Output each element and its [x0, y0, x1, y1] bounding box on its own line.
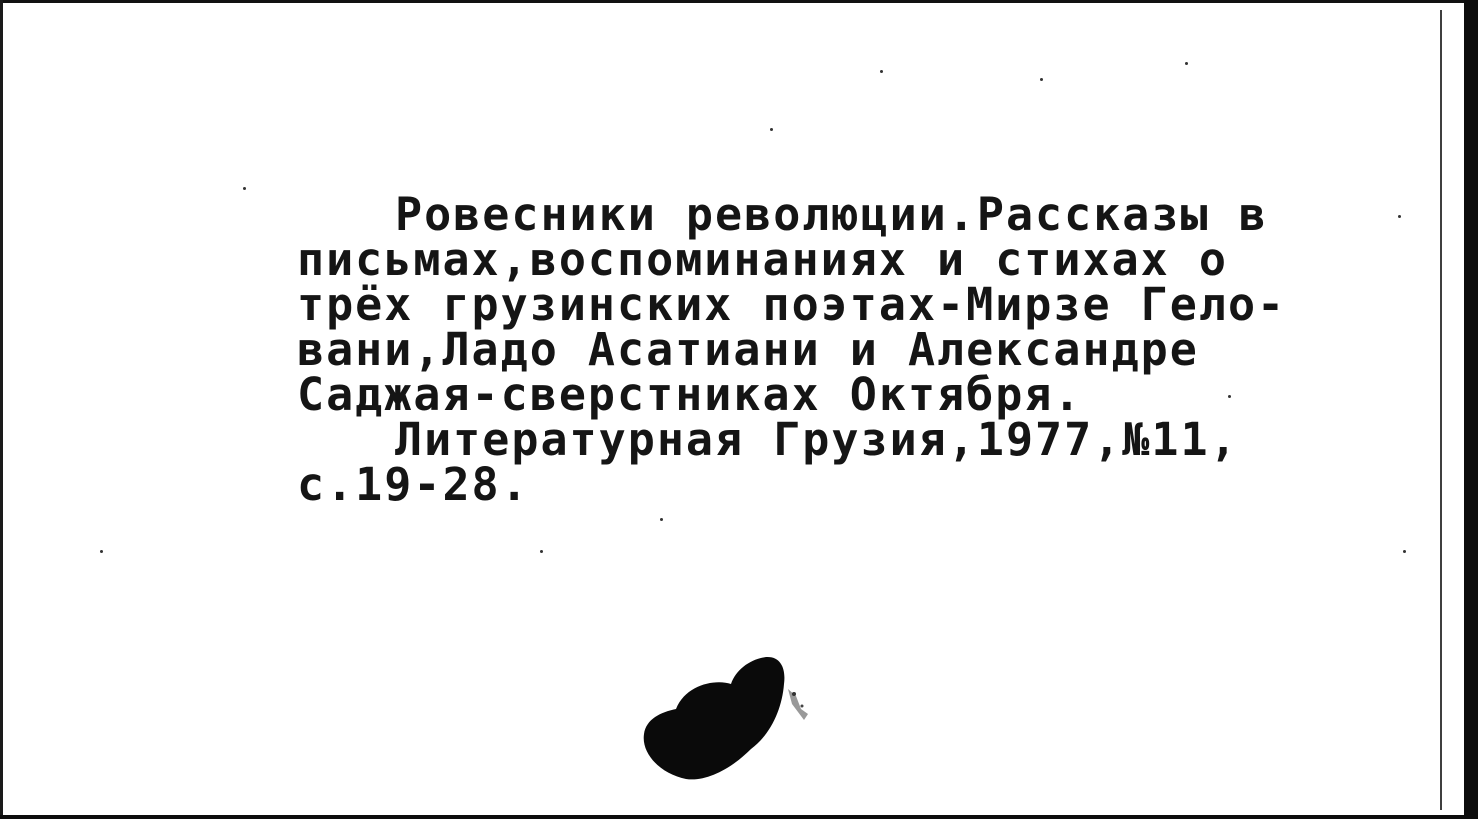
- title-line-4: вани,Ладо Асатиани и Александре: [297, 323, 1199, 376]
- card-left-edge: [0, 0, 3, 819]
- paper-speck: [880, 70, 883, 73]
- card-top-edge: [0, 0, 1478, 3]
- paper-speck: [1403, 550, 1406, 553]
- card-right-edge: [1464, 0, 1478, 819]
- title-line-3: трёх грузинских поэтах-Мирзе Гело-: [297, 278, 1287, 331]
- card-text: [297, 188, 1377, 511]
- paper-speck: [243, 187, 246, 190]
- paper-speck: [1228, 395, 1231, 398]
- paper-speck: [1040, 78, 1043, 81]
- punch-hole-icon: [636, 654, 826, 784]
- paper-speck: [1185, 62, 1188, 65]
- paper-speck: [770, 128, 773, 131]
- title-line-2: письмах,воспоминаниях и стихах о: [297, 233, 1228, 286]
- paper-speck: [660, 518, 663, 521]
- source-line-2: с.19-28.: [297, 458, 530, 511]
- title-line-1: Ровесники революции.Рассказы в: [395, 188, 1268, 241]
- paper-speck: [540, 550, 543, 553]
- paper-speck: [100, 550, 103, 553]
- paper-speck: [1398, 215, 1401, 218]
- title-line-5: Саджая-сверстниках Октября.: [297, 368, 1083, 421]
- source-line-1: Литературная Грузия,1977,№11,: [395, 413, 1239, 466]
- card-right-margin-line: [1440, 10, 1442, 810]
- card-bottom-edge: [0, 815, 1478, 819]
